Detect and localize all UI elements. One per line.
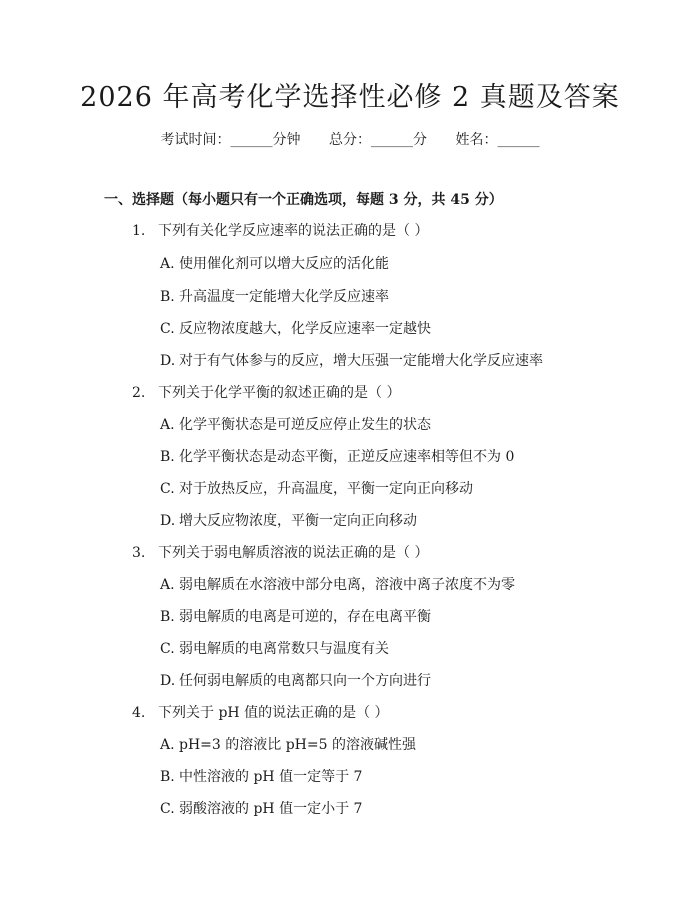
option-text: 中性溶液的 pH 值一定等于 7	[179, 769, 363, 785]
option-letter: C.	[160, 321, 175, 337]
q3-option-b	[160, 606, 431, 628]
q4-option-a	[160, 734, 416, 756]
option-letter: A.	[160, 417, 175, 433]
q4-option-b	[160, 766, 362, 788]
option-text: 使用催化剂可以增大反应的活化能	[179, 256, 389, 272]
q3-option-d	[160, 670, 431, 692]
question-2	[132, 382, 400, 404]
option-letter: C.	[160, 641, 175, 657]
option-letter: B.	[160, 769, 175, 785]
question-text: 下列关于 pH 值的说法正确的是（ ）	[158, 705, 389, 721]
option-text: 化学平衡状态是可逆反应停止发生的状态	[179, 417, 431, 433]
student-name-field: 姓名：______	[455, 132, 540, 148]
option-letter: D.	[160, 353, 176, 369]
option-text: 弱电解质的电离常数只与温度有关	[179, 641, 389, 657]
q2-option-c	[160, 478, 473, 500]
page-title: 2026 年高考化学选择性必修 2 真题及答案	[80, 82, 620, 113]
q2-option-d	[160, 510, 417, 532]
option-text: 升高温度一定能增大化学反应速率	[179, 289, 389, 305]
question-number: 1.	[132, 223, 146, 239]
option-letter: C.	[160, 801, 175, 817]
option-letter: B.	[160, 609, 175, 625]
option-letter: B.	[160, 289, 175, 305]
question-4	[132, 702, 389, 724]
option-letter: A.	[160, 577, 175, 593]
exam-info	[0, 129, 700, 151]
option-text: pH=3 的溶液比 pH=5 的溶液碱性强	[179, 737, 416, 753]
option-text: 弱酸溶液的 pH 值一定小于 7	[179, 801, 363, 817]
section-heading: 一、选择题（每小题只有一个正确选项，每题 3 分，共 45 分）	[104, 192, 503, 208]
question-1	[132, 220, 428, 242]
option-text: 弱电解质的电离是可逆的，存在电离平衡	[179, 609, 431, 625]
q1-option-c	[160, 318, 431, 340]
question-text: 下列关于化学平衡的叙述正确的是（ ）	[158, 385, 401, 401]
q3-option-a	[160, 574, 515, 596]
q4-option-c	[160, 798, 362, 820]
option-letter: A.	[160, 256, 175, 272]
option-letter: D.	[160, 673, 176, 689]
question-number: 3.	[132, 545, 146, 561]
q1-option-d	[160, 350, 543, 372]
option-text: 任何弱电解质的电离都只向一个方向进行	[179, 673, 431, 689]
question-number: 4.	[132, 705, 146, 721]
option-letter: A.	[160, 737, 175, 753]
question-3	[132, 542, 428, 564]
q2-option-a	[160, 414, 431, 436]
q1-option-b	[160, 286, 389, 308]
q1-option-a	[160, 253, 389, 275]
option-letter: C.	[160, 481, 175, 497]
option-text: 对于有气体参与的反应，增大压强一定能增大化学反应速率	[179, 353, 543, 369]
option-text: 弱电解质在水溶液中部分电离，溶液中离子浓度不为零	[179, 577, 515, 593]
q3-option-c	[160, 638, 389, 660]
option-text: 增大反应物浓度，平衡一定向正向移动	[179, 513, 417, 529]
exam-time-field: 考试时间：______分钟	[160, 132, 301, 148]
option-letter: B.	[160, 449, 175, 465]
option-text: 对于放热反应，升高温度，平衡一定向正向移动	[179, 481, 473, 497]
total-score-field: 总分：______分	[329, 132, 427, 148]
q2-option-b	[160, 446, 514, 468]
option-letter: D.	[160, 513, 176, 529]
option-text: 化学平衡状态是动态平衡，正逆反应速率相等但不为 0	[179, 449, 515, 465]
question-text: 下列关于弱电解质溶液的说法正确的是（ ）	[158, 545, 429, 561]
question-text: 下列有关化学反应速率的说法正确的是（ ）	[158, 223, 429, 239]
question-number: 2.	[132, 385, 146, 401]
option-text: 反应物浓度越大，化学反应速率一定越快	[179, 321, 431, 337]
